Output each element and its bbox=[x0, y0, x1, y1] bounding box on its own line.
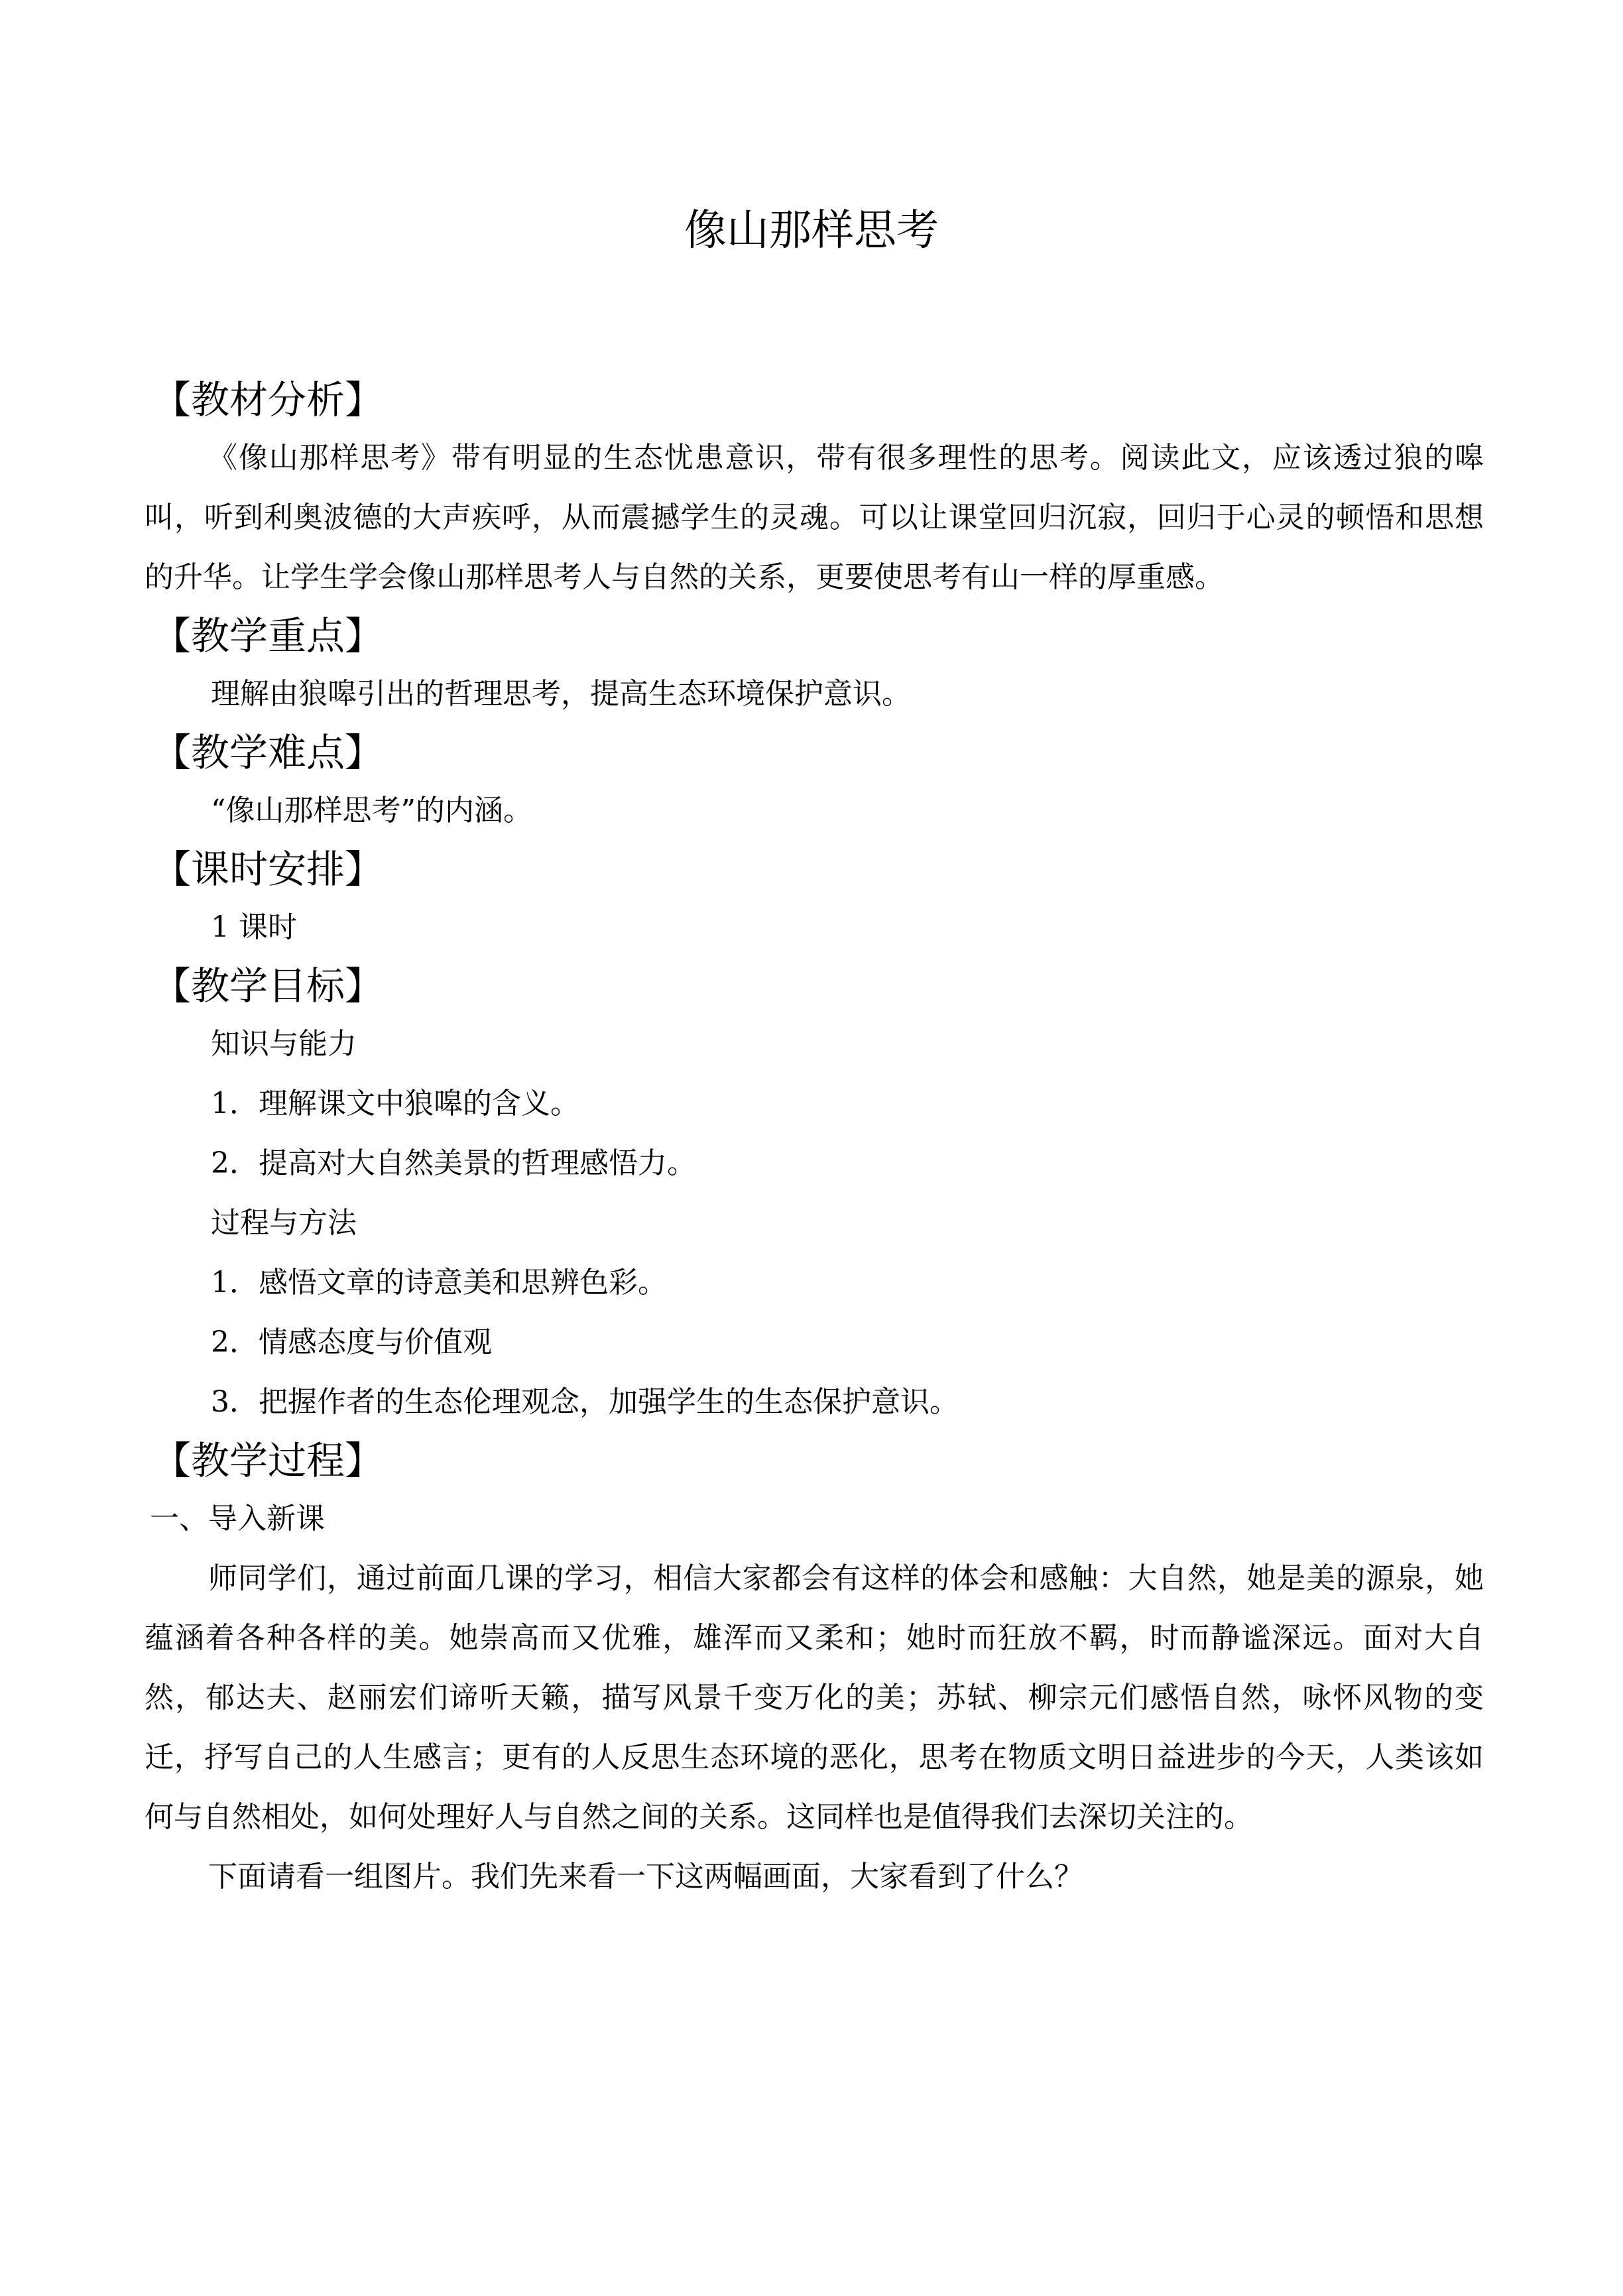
objective-item: 2．情感态度与价值观 bbox=[211, 1325, 492, 1359]
heading-difficulties: 【教学难点】 bbox=[152, 730, 384, 775]
objective-item: 1．理解课文中狼嗥的含义。 bbox=[211, 1087, 579, 1120]
objective-item: 3．把握作者的生态伦理观念，加强学生的生态保护意识。 bbox=[211, 1385, 959, 1419]
heading-objectives: 【教学目标】 bbox=[152, 963, 384, 1008]
objectives-subheading-knowledge: 知识与能力 bbox=[211, 1027, 357, 1061]
heading-process: 【教学过程】 bbox=[152, 1438, 384, 1483]
objectives-subheading-process: 过程与方法 bbox=[211, 1206, 357, 1240]
objective-item: 2．提高对大自然美景的哲理感悟力。 bbox=[211, 1146, 696, 1180]
process-paragraph: 下面请看一组图片。我们先来看一下这两幅画面，大家看到了什么？ bbox=[208, 1860, 1083, 1894]
heading-analysis: 【教材分析】 bbox=[152, 377, 384, 422]
difficulties-text: “像山那样思考”的内涵。 bbox=[211, 794, 532, 827]
schedule-text: 1 课时 bbox=[211, 910, 297, 944]
key-points-text: 理解由狼嗥引出的哲理思考，提高生态环境保护意识。 bbox=[211, 677, 911, 711]
process-paragraph: 师同学们，通过前面几课的学习，相信大家都会有这样的体会和感触：大自然，她是美的源泉，她蕴涵着各种各样的美。她崇高而又优雅，雄浑而又柔和；她时而狂放不羁，时而静谧深远。面对大自然，郁达夫、赵丽宏们谛听天籁，描写风景千变万化的美；苏轼、柳宗元们感悟自然，咏怀风物的变迁，抒写自己的人生感言；更有的人反思生态环境的恶化，思考在物质文明日益进步的今天，人类该如何与自然相处，如何处理好人与自然之间的关系。这同样也是值得我们去深切关注的。 bbox=[145, 1561, 1484, 1834]
document-body bbox=[145, 371, 1484, 1907]
page-title: 像山那样思考 bbox=[684, 206, 939, 255]
analysis-paragraph: 《像山那样思考》带有明显的生态忧患意识，带有很多理性的思考。阅读此文，应该透过狼的嗥叫，听到利奥波德的大声疾呼，从而震撼学生的灵魂。可以让课堂回归沉寂，回归于心灵的顿悟和思想的升华。让学生学会像山那样思考人与自然的关系，更要使思考有山一样的厚重感。 bbox=[145, 441, 1484, 594]
process-step-title: 一、导入新课 bbox=[150, 1502, 325, 1536]
heading-schedule: 【课时安排】 bbox=[152, 847, 384, 892]
objective-item: 1．感悟文章的诗意美和思辨色彩。 bbox=[211, 1266, 667, 1299]
heading-key-points: 【教学重点】 bbox=[152, 613, 384, 658]
